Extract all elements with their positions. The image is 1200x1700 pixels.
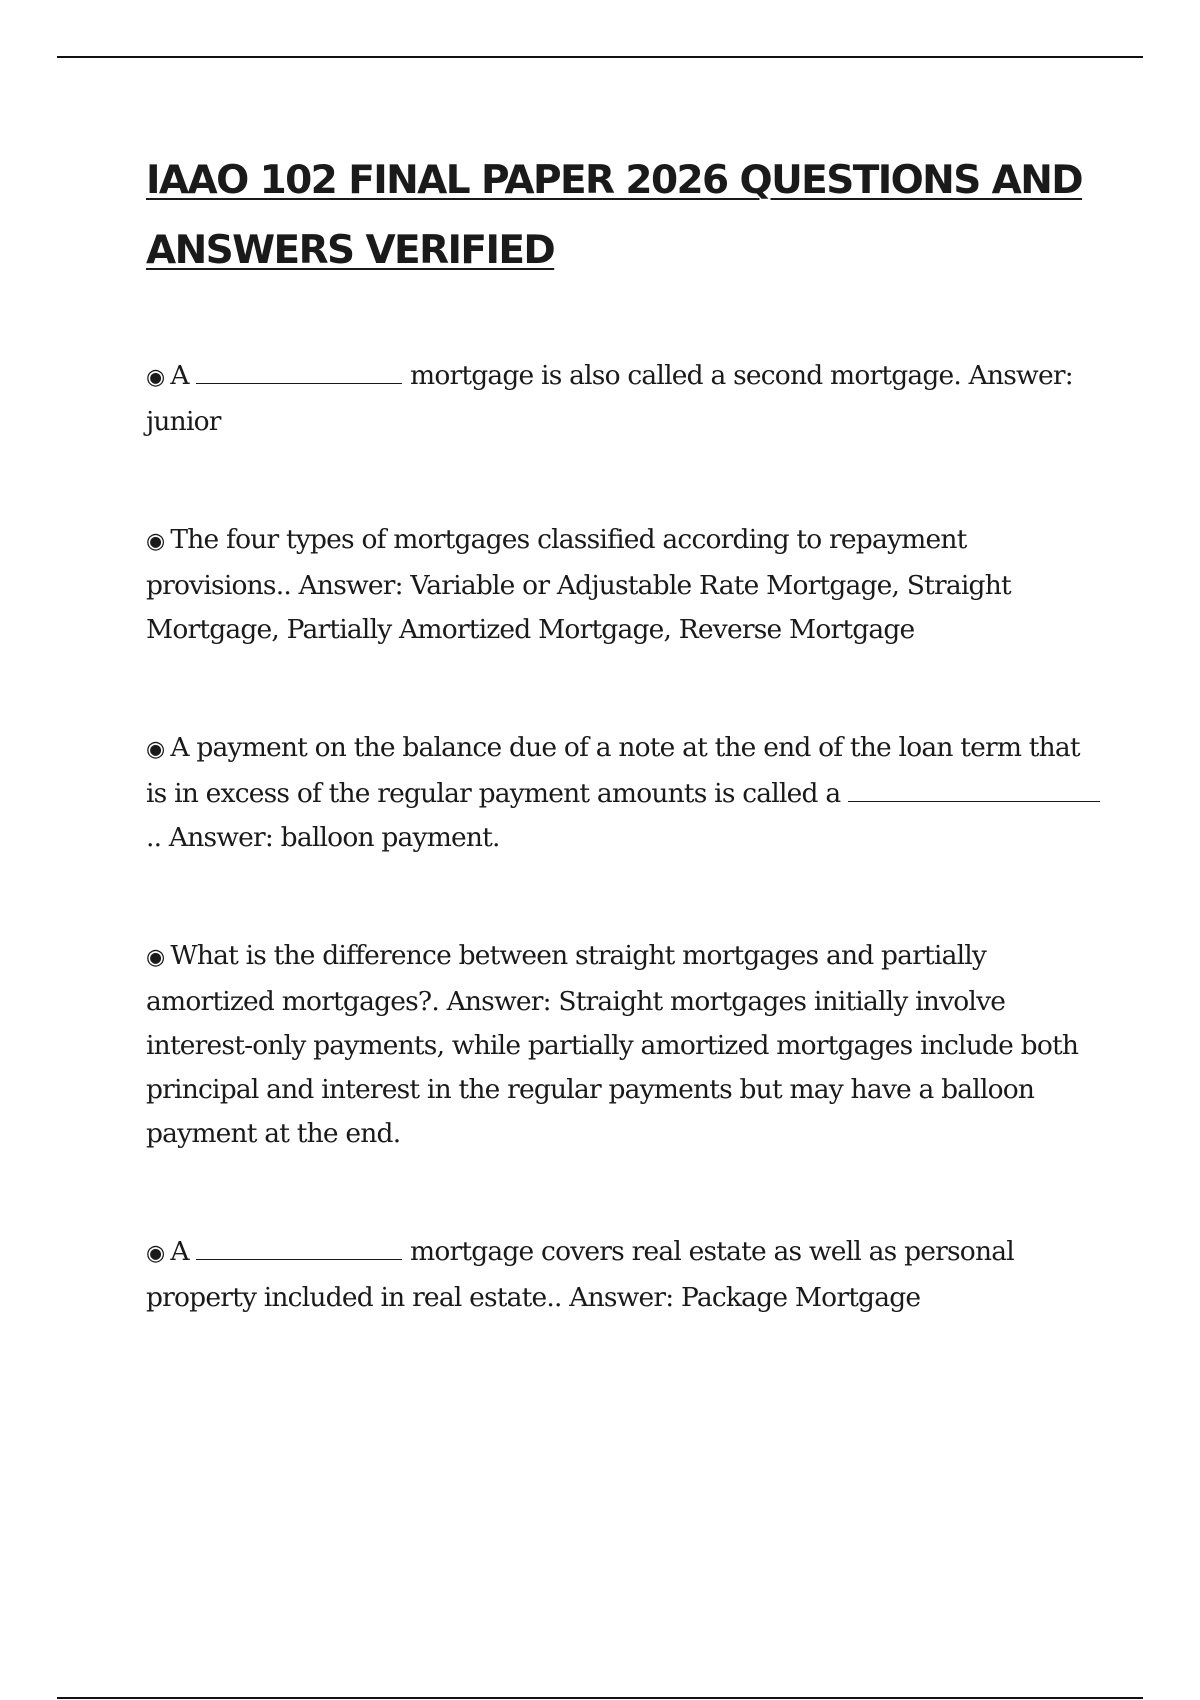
fill-in-blank bbox=[196, 1231, 402, 1260]
qa-item-4 bbox=[146, 934, 1106, 1156]
qa-item-3 bbox=[146, 726, 1106, 860]
top-divider bbox=[57, 56, 1143, 58]
bullet-icon: ◉ bbox=[146, 737, 165, 762]
qa-item-5 bbox=[146, 1230, 1106, 1320]
qa-item-1-pre: A bbox=[170, 360, 189, 391]
qa-item-2 bbox=[146, 518, 1106, 652]
qa-item-1 bbox=[146, 354, 1106, 444]
fill-in-blank bbox=[196, 355, 402, 384]
qa-item-2-text: The four types of mortgages classified according to repayment provisions.. Answer: Variable or Adjustable Rate Mortgage, Straight Mortgage, Partially Amortized Mortgage, Reverse Mortgage bbox=[146, 524, 1011, 645]
bullet-icon: ◉ bbox=[146, 529, 165, 554]
qa-item-3-post: .. Answer: balloon payment. bbox=[146, 822, 500, 853]
qa-item-5-pre: A bbox=[170, 1236, 189, 1267]
fill-in-blank bbox=[848, 773, 1100, 802]
qa-item-5-post: mortgage covers real estate as well as personal property included in real estate.. Answer: Package Mortgage bbox=[146, 1236, 1014, 1313]
bullet-icon: ◉ bbox=[146, 1241, 165, 1266]
document-title: IAAO 102 FINAL PAPER 2026 QUESTIONS AND ANSWERS VERIFIED bbox=[146, 158, 1083, 273]
bottom-divider bbox=[57, 1697, 1143, 1699]
qa-item-4-text: What is the difference between straight mortgages and partially amortized mortgages?. Answer: Straight mortgages initially involve interest-only payments, while partially amortized mortgages include both principal and interest in the regular payments but may have a balloon payment at the end. bbox=[146, 940, 1079, 1149]
qa-item-1-post: mortgage is also called a second mortgage. Answer: junior bbox=[146, 360, 1073, 437]
qa-item-3-pre: A payment on the balance due of a note at the end of the loan term that is in excess of the regular payment amounts is called a bbox=[146, 732, 1080, 809]
bullet-icon: ◉ bbox=[146, 945, 165, 970]
bullet-icon: ◉ bbox=[146, 365, 165, 390]
